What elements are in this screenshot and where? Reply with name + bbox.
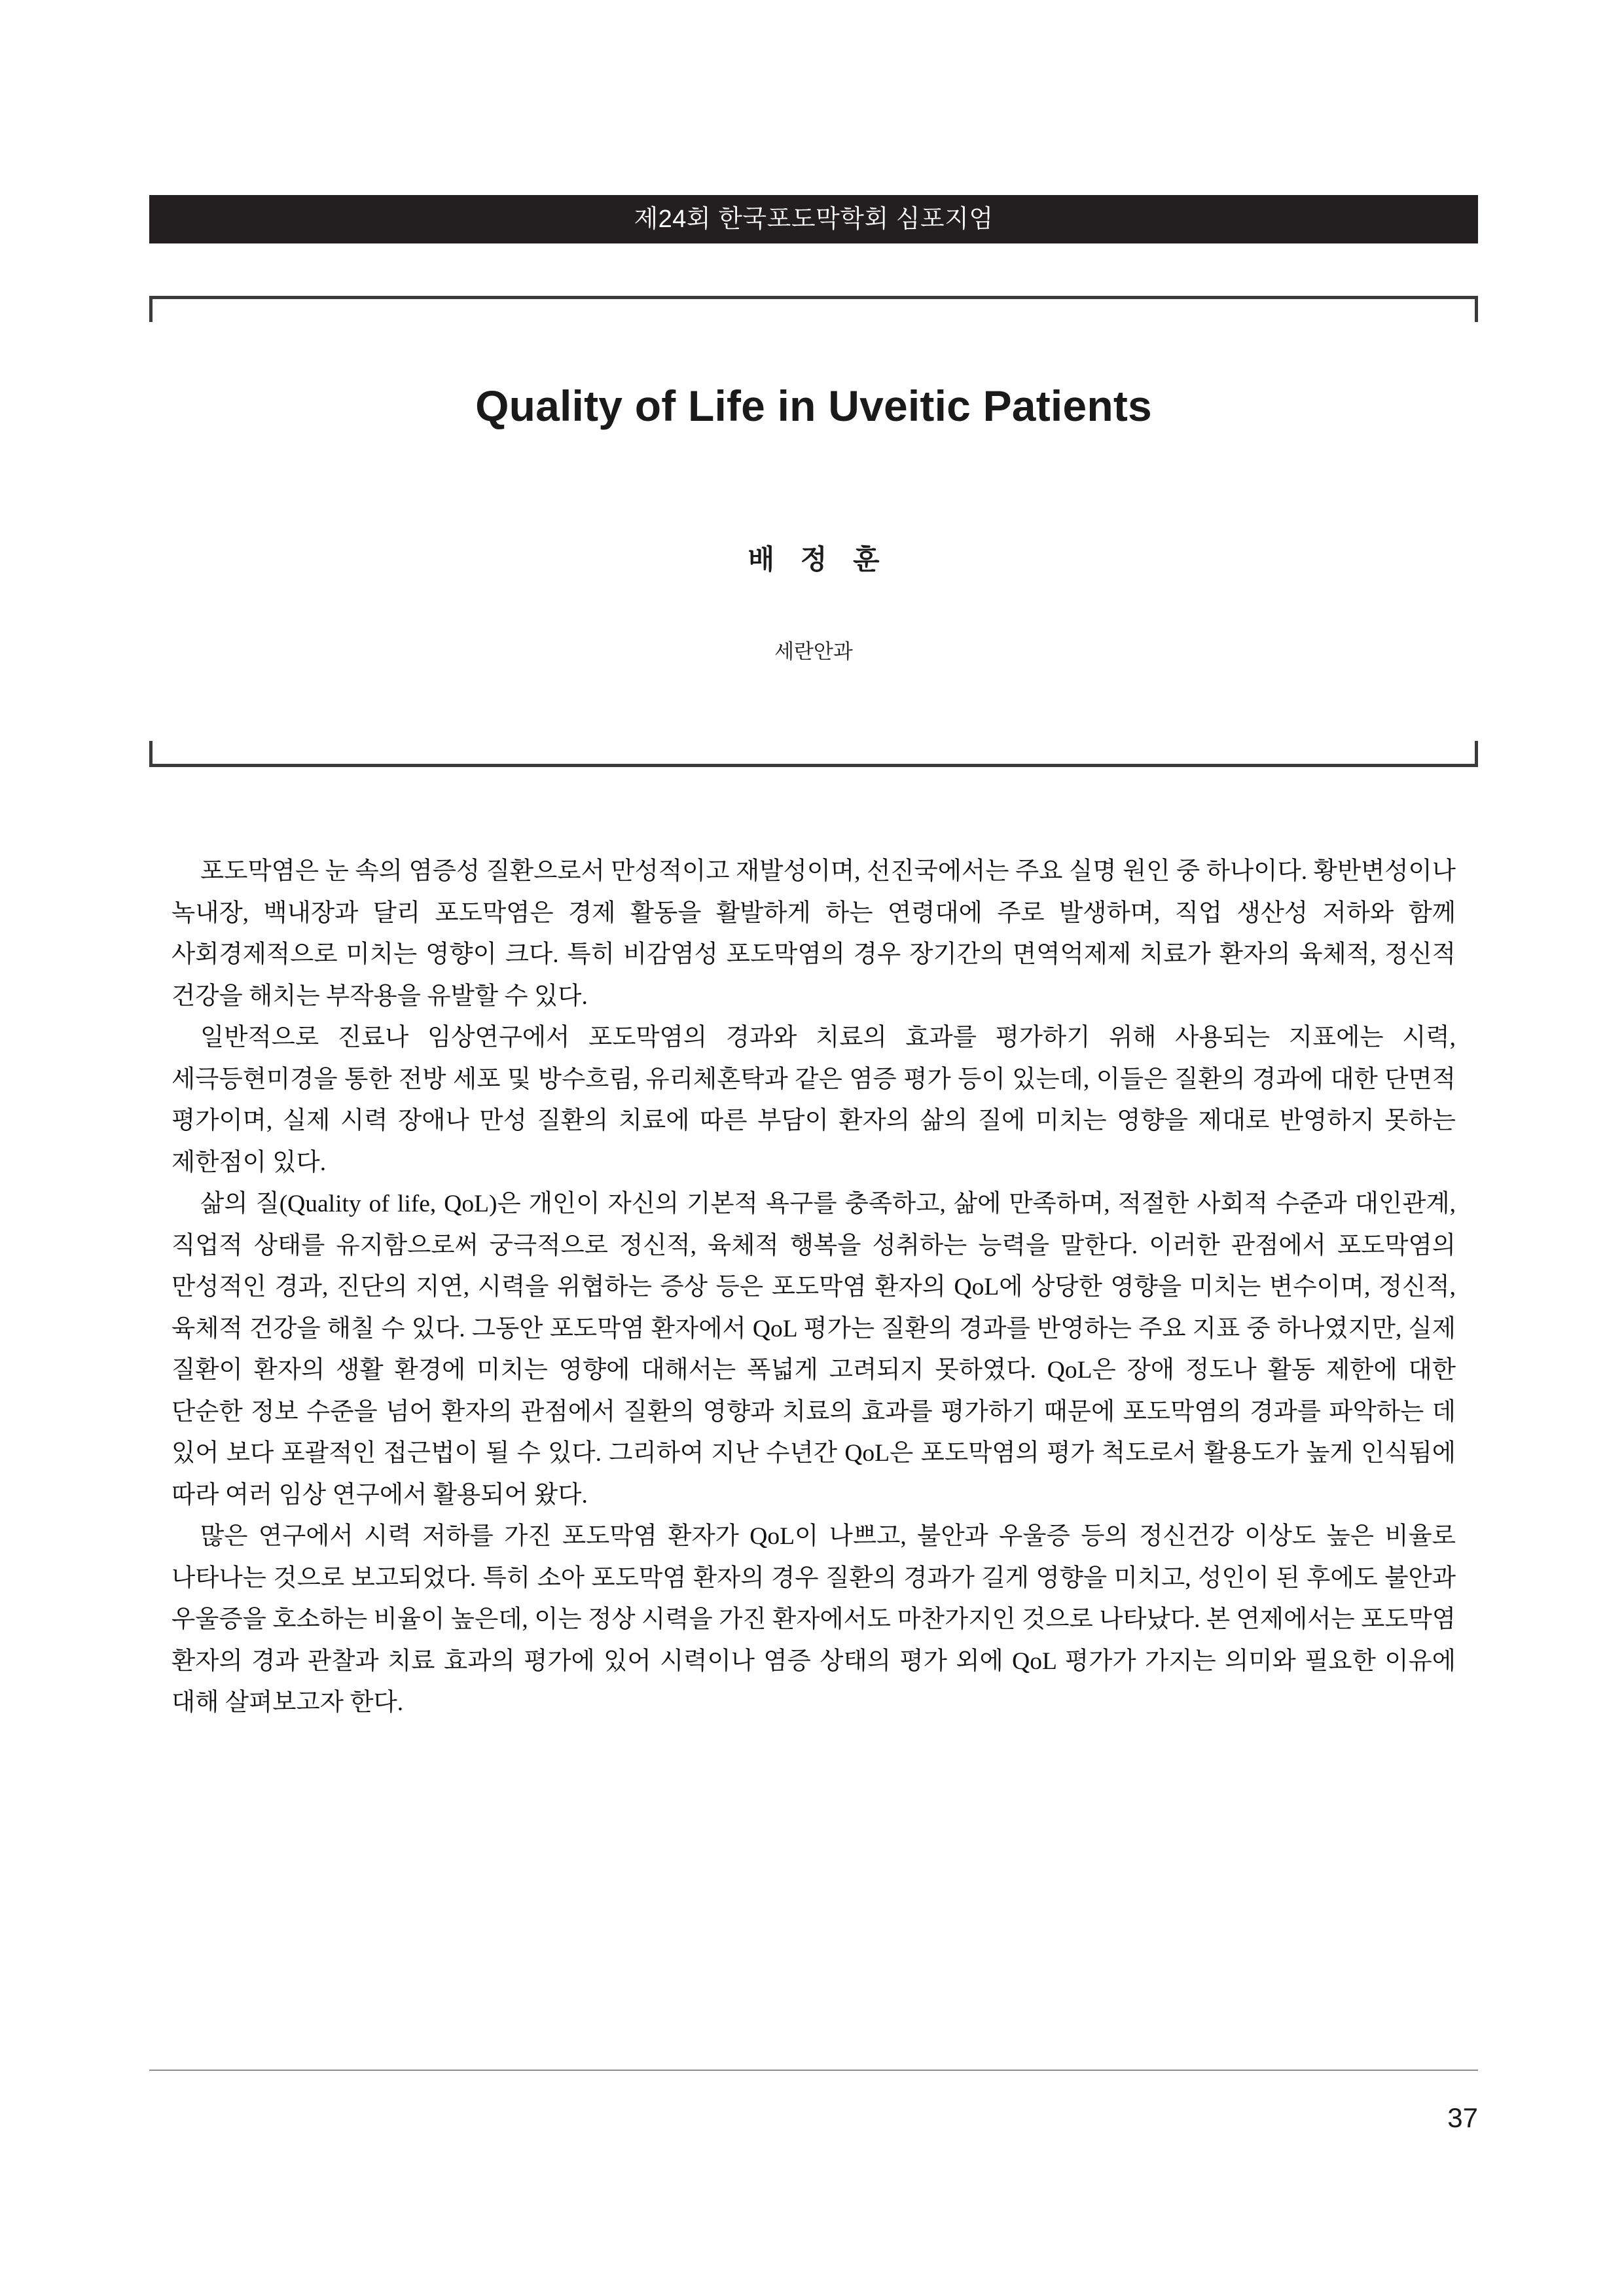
page-number: 37 [1447,2102,1478,2133]
body-paragraph: 삶의 질(Quality of life, QoL)은 개인이 자신의 기본적 욕구를 충족하고, 삶에 만족하며, 적절한 사회적 수준과 대인관계, 직업적 상태를 유지함으로써 궁극적으로 정신적, 육체적 행복을 성취하는 능력을 말한다. 이러한 관점에서 포도막염의 만성적인 경과, 진단의 지연, 시력을 위협하는 증상 등은 포도막염 환자의 QoL에 상당한 영향을 미치는 변수이며, 정신적, 육체적 건강을 해칠 수 있다. 그동안 포도막염 환자에서 QoL 평가는 질환의 경과를 반영하는 주요 지표 중 하나였지만, 실제 질환이 환자의 생활 환경에 미치는 영향에 대해서는 폭넓게 고려되지 못하였다. QoL은 장애 정도나 활동 제한에 대한 단순한 정보 수준을 넘어 환자의 관점에서 질환의 영향과 치료의 효과를 평가하기 때문에 포도막염의 경과를 파악하는 데 있어 보다 포괄적인 접근법이 될 수 있다. 그리하여 지난 수년간 QoL은 포도막염의 평가 척도로서 활용도가 높게 인식됨에 따라 여러 임상 연구에서 활용되어 왔다. [171,1191,1456,1509]
body-paragraph: 많은 연구에서 시력 저하를 가진 포도막염 환자가 QoL이 나쁘고, 불안과 우울증 등의 정신건강 이상도 높은 비율로 나타나는 것으로 보고되었다. 특히 소아 포도막염 환자의 경우 질환의 경과가 길게 영향을 미치고, 성인이 된 후에도 불안과 우울증을 호소하는 비율이 높은데, 이는 정상 시력을 가진 환자에서도 마찬가지인 것으로 나타났다. 본 연제에서는 포도막염 환자의 경과 관찰과 치료 효과의 평가에 있어 시력이나 염증 상태의 평가 외에 QoL 평가가 가지는 의미와 필요한 이유에 대해 살펴보고자 한다. [171,1523,1456,1716]
title-bracket-bottom [149,741,1478,767]
body-paragraph: 일반적으로 진료나 임상연구에서 포도막염의 경과와 치료의 효과를 평가하기 위해 사용되는 지표에는 시력, 세극등현미경을 통한 전방 세포 및 방수흐림, 유리체혼탁과 같은 염증 평가 등이 있는데, 이들은 질환의 경과에 대한 단면적 평가이며, 실제 시력 장애나 만성 질환의 치료에 따른 부담이 환자의 삶의 질에 미치는 영향을 제대로 반영하지 못하는 제한점이 있다. [171,1024,1456,1176]
author-name: 배 정 훈 [748,544,889,575]
footer-divider [149,2070,1478,2071]
page-title: Quality of Life in Uveitic Patients [475,382,1152,430]
title-bracket-top [149,296,1478,322]
author-affiliation: 세란안과 [774,640,853,663]
body-paragraph: 포도막염은 눈 속의 염증성 질환으로서 만성적이고 재발성이며, 선진국에서는 주요 실명 원인 중 하나이다. 황반변성이나 녹내장, 백내장과 달리 포도막염은 경제 활동을 활발하게 하는 연령대에 주로 발생하며, 직업 생산성 저하와 함께 사회경제적으로 미치는 영향이 크다. 특히 비감염성 포도막염의 경우 장기간의 면역억제제 치료가 환자의 육체적, 정신적 건강을 해치는 부작용을 유발할 수 있다. [171,858,1456,1010]
running-header-bar [149,195,1478,243]
running-header-text: 제24회 한국포도막학회 심포지엄 [634,206,994,233]
body-text [171,851,1456,1724]
title-block [149,296,1478,767]
